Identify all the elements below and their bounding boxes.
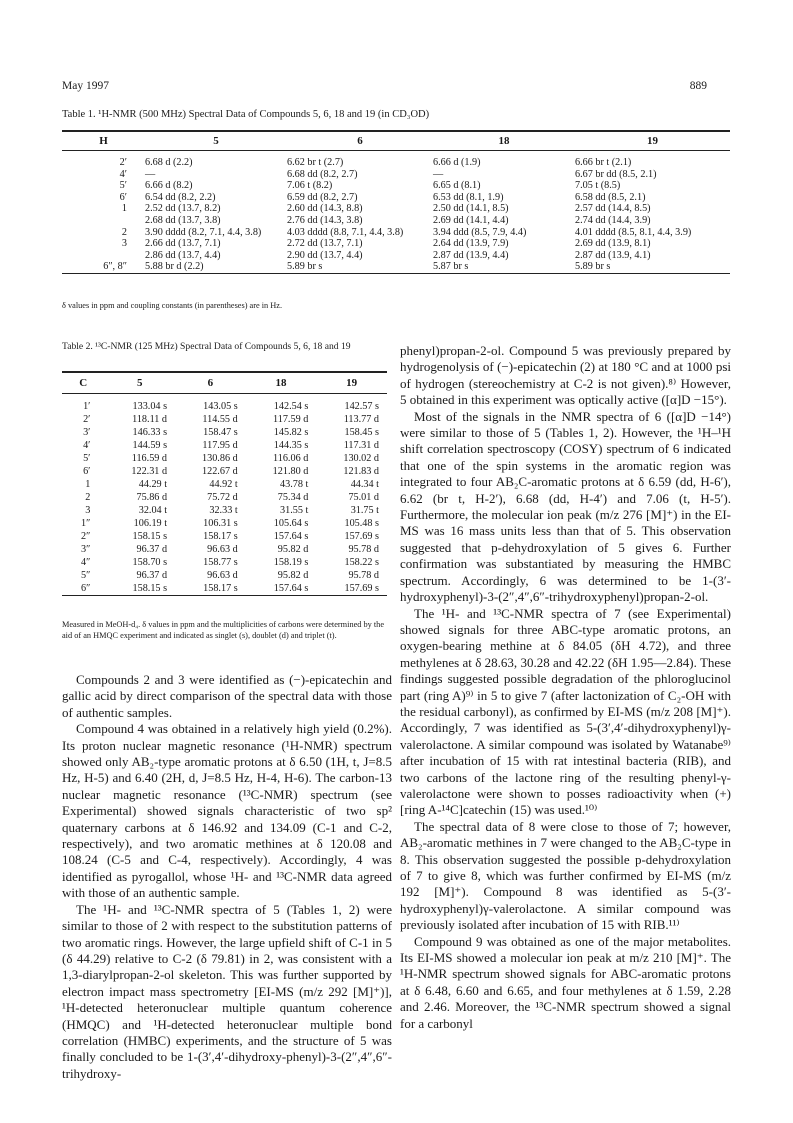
- table-cell: 96.63 d: [207, 544, 238, 555]
- table-row: [62, 238, 730, 250]
- table-cell: 5.87 br s: [433, 261, 469, 273]
- row-label: 6″: [81, 583, 91, 594]
- row-label: 5′: [83, 453, 91, 464]
- table-cell: 2.72 dd (13.7, 7.1): [287, 238, 363, 250]
- row-label: 4′: [119, 168, 127, 180]
- table-row: [62, 517, 387, 530]
- table2-col-header: 6: [207, 377, 214, 389]
- table-cell: 146.33 s: [132, 427, 168, 438]
- table-row: [62, 203, 730, 215]
- table-cell: 117.59 d: [273, 414, 309, 425]
- table1-col-header: 19: [647, 135, 658, 147]
- table-cell: 2.69 dd (13.9, 8.1): [575, 238, 651, 250]
- row-label: 2: [85, 492, 91, 503]
- table-row: [62, 261, 730, 273]
- table2-header-row: [62, 372, 387, 394]
- table-cell: 118.11 d: [132, 414, 168, 425]
- table-cell: 6.68 d (2.2): [145, 157, 193, 168]
- row-label: 2′: [83, 414, 91, 425]
- row-label: 6′: [83, 466, 91, 477]
- table-row: [62, 465, 387, 478]
- table-cell: 142.57 s: [344, 401, 379, 412]
- table-cell: 106.19 t: [133, 518, 168, 529]
- table-row: [62, 504, 387, 517]
- table2-caption: Table 2. ¹³C-NMR (125 MHz) Spectral Data of Compounds 5, 6, 18 and 19: [62, 341, 351, 352]
- table-cell: 6.59 dd (8.2, 2.7): [287, 191, 358, 203]
- table-row: [62, 151, 730, 169]
- table-cell: 2.64 dd (13.9, 7.9): [433, 238, 509, 250]
- paragraph: Compounds 2 and 3 were identified as (−)-epicatechin and gallic acid by direct comparison of the spectral data with those of authentic samples.: [62, 672, 392, 720]
- table-row: [62, 215, 730, 227]
- page-number: 889: [689, 80, 707, 92]
- table-cell: 144.59 s: [132, 440, 168, 451]
- table-cell: 44.92 t: [209, 479, 238, 490]
- table-row: [62, 569, 387, 582]
- table2: [62, 371, 387, 596]
- table-cell: 114.55 d: [202, 414, 238, 425]
- table-cell: 6.66 d (8.2): [145, 180, 193, 192]
- table2-col-header: 18: [275, 377, 287, 389]
- table-cell: 157.64 s: [273, 583, 309, 594]
- table-row: [62, 582, 387, 596]
- table-cell: 105.64 s: [273, 518, 309, 529]
- row-label: 4″: [81, 557, 91, 568]
- table-cell: 158.22 s: [344, 557, 379, 568]
- row-label: 4′: [83, 440, 91, 451]
- table-cell: 158.70 s: [132, 557, 168, 568]
- table1-body: [62, 151, 730, 274]
- row-label: 6″, 8″: [103, 261, 127, 273]
- table-cell: 6.66 br t (2.1): [575, 157, 632, 168]
- table-cell: 133.04 s: [132, 401, 168, 412]
- paragraph: The spectral data of 8 were close to those of 7; however, AB₂-aromatic methines in 7 were changed to the AB₂C-type in 8. This observation suggested the possible p-dehydroxylation of 7 to give 8, which was further confirmed by EI-MS (m/z 192 [M]⁺). Compound 8 was identified as 5-(3′-hydroxyphenyl)γ-valerolactone. A similar compound was previously isolated after incubation of 15 with RIB.¹¹⁾: [400, 818, 731, 933]
- table-cell: 5.89 br s: [575, 261, 611, 273]
- table-cell: 4.03 dddd (8.8, 7.1, 4.4, 3.8): [287, 226, 404, 238]
- table-cell: 142.54 s: [273, 401, 309, 412]
- table-cell: 158.47 s: [203, 427, 238, 438]
- table-cell: 95.78 d: [348, 570, 379, 581]
- table-cell: 2.50 dd (14.1, 8.5): [433, 203, 509, 215]
- table-cell: 44.34 t: [350, 479, 379, 490]
- table-cell: 75.72 d: [207, 492, 238, 503]
- table-cell: 95.82 d: [277, 570, 309, 581]
- table-row: [62, 180, 730, 192]
- table-cell: 143.05 s: [203, 401, 238, 412]
- table2-col-header: 5: [136, 377, 143, 389]
- table-cell: 4.01 dddd (8.5, 8.1, 4.4, 3.9): [575, 226, 692, 238]
- table-row: [62, 543, 387, 556]
- table-row: [62, 413, 387, 426]
- table-cell: 6.68 dd (8.2, 2.7): [287, 168, 358, 180]
- row-label: 2: [121, 226, 127, 238]
- table-cell: 2.66 dd (13.7, 7.1): [145, 238, 221, 250]
- table-cell: 157.69 s: [344, 583, 379, 594]
- table-cell: 158.19 s: [273, 557, 309, 568]
- table1-col-header: 18: [498, 135, 510, 147]
- table-cell: 3.94 ddd (8.5, 7.9, 4.4): [433, 226, 527, 238]
- table-cell: 121.83 d: [343, 466, 379, 477]
- table-cell: 158.17 s: [203, 531, 238, 542]
- table1-caption: Table 1. ¹H-NMR (500 MHz) Spectral Data of Compounds 5, 6, 18 and 19 (in CD₃OD): [62, 109, 430, 120]
- table-row: [62, 556, 387, 569]
- table-cell: 105.48 s: [344, 518, 379, 529]
- table-cell: 5.88 br d (2.2): [145, 261, 204, 273]
- table-cell: 7.06 t (8.2): [287, 180, 333, 192]
- table-cell: 158.15 s: [132, 583, 168, 594]
- table-cell: —: [145, 168, 156, 180]
- table-cell: 113.77 d: [343, 414, 379, 425]
- table-cell: 6.66 d (1.9): [433, 157, 481, 168]
- table-cell: 96.37 d: [136, 570, 168, 581]
- paragraph: Compound 9 was obtained as one of the major metabolites. Its EI-MS showed a molecular ion peak at m/z 210 [M]⁺. The ¹H-NMR spectrum showed signals for ABC-aromatic protons at δ 6.48, 6.60 and 6.65, and four methylenes at δ 1.59, 2.28 and 2.46. Moreover, the ¹³C-NMR spectrum showed a signal for a carbonyl: [400, 933, 731, 1031]
- table-cell: 158.15 s: [132, 531, 168, 542]
- table2-col-header: C: [79, 377, 88, 389]
- table-cell: 157.69 s: [344, 531, 379, 542]
- row-label: 3′: [83, 427, 91, 438]
- table-cell: 32.04 t: [138, 505, 168, 516]
- row-label: [62, 250, 145, 262]
- row-label: 1: [121, 203, 127, 215]
- table-cell: 117.95 d: [202, 440, 238, 451]
- table-row: [62, 439, 387, 452]
- table-cell: 3.90 dddd (8.2, 7.1, 4.4, 3.8): [145, 226, 262, 238]
- table-cell: 117.31 d: [343, 440, 379, 451]
- row-label: [62, 215, 145, 227]
- table-cell: 2.87 dd (13.9, 4.4): [433, 249, 509, 261]
- row-label: 6′: [119, 191, 127, 203]
- row-label: 1: [85, 479, 91, 490]
- table-cell: 43.78 t: [280, 479, 309, 490]
- table-cell: 96.37 d: [136, 544, 168, 555]
- table-cell: 130.86 d: [202, 453, 238, 464]
- table-cell: 31.55 t: [280, 505, 309, 516]
- table-cell: 158.77 s: [203, 557, 238, 568]
- row-label: 3″: [81, 544, 91, 555]
- table-cell: 122.67 d: [202, 466, 238, 477]
- table2-col-header: 19: [346, 377, 358, 389]
- table-cell: 2.60 dd (14.3, 8.8): [287, 203, 363, 215]
- table-cell: 44.29 t: [138, 479, 168, 490]
- table-cell: 31.75 t: [350, 505, 379, 516]
- row-label: 5′: [119, 180, 127, 192]
- row-label: 1′: [83, 401, 91, 412]
- table-cell: 2.57 dd (14.4, 8.5): [575, 203, 651, 215]
- row-label: 1″: [81, 518, 91, 529]
- table-cell: 96.63 d: [207, 570, 238, 581]
- table-cell: 6.62 br t (2.7): [287, 157, 344, 168]
- row-label: 2′: [119, 157, 127, 168]
- table-row: [62, 394, 387, 414]
- row-label: 3: [121, 238, 127, 250]
- table-row: [62, 452, 387, 465]
- row-label: 5″: [81, 570, 91, 581]
- paragraph: phenyl)propan-2-ol. Compound 5 was previously prepared by hydrogenolysis of (−)-epicatechin (2) at 180 °C and at 1000 psi of hydrogen (stereochemistry at C-2 is not given).⁸⁾ However, 5 obtained in this experiment was optically active ([α]D −15°).: [400, 343, 731, 408]
- table-row: [62, 491, 387, 504]
- table2-body: [62, 394, 387, 596]
- row-label: 3: [85, 505, 91, 516]
- table-cell: 2.76 dd (14.3, 3.8): [287, 214, 363, 226]
- table2-footnote: Measured in MeOH-d₄. δ values in ppm and the multiplicities of carbons were determined by the aid of an HMQC experiment and indicated as singlet (s), doublet (d) and triplet (t).: [62, 620, 384, 640]
- table-cell: 95.78 d: [348, 544, 379, 555]
- table-cell: 2.87 dd (13.9, 4.1): [575, 249, 651, 261]
- table-cell: 75.01 d: [348, 492, 379, 503]
- table-cell: 6.58 dd (8.5, 2.1): [575, 191, 646, 203]
- table-row: [62, 478, 387, 491]
- table-row: [62, 250, 730, 262]
- table-row: [62, 169, 730, 181]
- table-row: [62, 227, 730, 239]
- right-text-column: [400, 343, 731, 1032]
- table1-col-header: 6: [357, 135, 363, 147]
- running-header-date: May 1997: [62, 80, 109, 92]
- paragraph: The ¹H- and ¹³C-NMR spectra of 5 (Tables 1, 2) were similar to those of 2 with respect to the substitution patterns of two aromatic rings. However, the large upfield shift of C-1 in 5 (δ 44.29) relative to C-2 (δ 79.81) in 2, was consistent with a 1,3-diarylpropan-2-ol skeleton. This was further supported by electron impact mass spectrometry [EI-MS (m/z 292 [M]⁺)], ¹H-detected heteronuclear multiple quantum coherence (HMQC) and ¹H-detected heteronuclear multiple bond correlation (HMBC) experiments, and the structure of 5 was finally concluded to be 1-(3′,4′-dihydroxy-phenyl)-3-(2″,4″,6″-trihydroxy-: [62, 901, 392, 1081]
- table-row: [62, 192, 730, 204]
- table-cell: 106.31 s: [203, 518, 238, 529]
- table-cell: 116.59 d: [131, 453, 168, 464]
- row-label: 2″: [81, 531, 91, 542]
- table-cell: 2.52 dd (13.7, 8.2): [145, 203, 221, 215]
- table-cell: 6.67 br dd (8.5, 2.1): [575, 168, 657, 180]
- paragraph: Most of the signals in the NMR spectra of 6 ([α]D −14°) were similar to those of 5 (Tables 1, 2). However, the ¹H–¹H shift correlation spectroscopy (COSY) spectrum of 6 indicated that one of the spin systems in the aromatic region was integrated to four AB₂C-aromatic protons at δ 6.59 (dd, H-6′), 6.62 (br t, H-2′), 6.68 (dd, H-4′) and 7.06 (t, H-5′). Furthermore, the molecular ion peak (m/z 276 [M]⁺) in the EI-MS was 16 mass units less than that of 5. This observation suggested that p-dehydroxylation of 5 gives 6. Further confirmation was substantiated by measuring the HMBC spectrum. Accordingly, 6 was determined to be 1-(3′-hydroxyphenyl)-3-(2″,4″,6″-trihydroxyphenyl)propan-2-ol.: [400, 408, 731, 605]
- table-cell: 122.31 d: [131, 466, 168, 477]
- paragraph: Compound 4 was obtained in a relatively high yield (0.2%). Its proton nuclear magnetic resonance (¹H-NMR) spectrum showed only AB₂-type aromatic protons at δ 6.50 (1H, t, J=8.5 Hz, H-5) and 6.40 (2H, d, J=8.5 Hz, H-4, H-6). The carbon-13 nuclear magnetic resonance (¹³C-NMR) spectrum (see Experimental) showed signals characteristic of two sp² quaternary carbons at δ 146.92 and 134.09 (C-1 and C-2, respectively), and two aromatic methines at δ 120.08 and 108.24 (C-5 and C-4, respectively). Accordingly, 4 was identified as pyrogallol, whose ¹H- and ¹³C-NMR data agreed with those of an authentic sample.: [62, 721, 392, 901]
- table-cell: 121.80 d: [272, 466, 309, 477]
- table-cell: 2.74 dd (14.4, 3.9): [575, 214, 651, 226]
- table-cell: 145.82 s: [273, 427, 309, 438]
- table-cell: 158.17 s: [203, 583, 238, 594]
- table-cell: 6.53 dd (8.1, 1.9): [433, 191, 504, 203]
- table-cell: 95.82 d: [277, 544, 309, 555]
- table-cell: 2.90 dd (13.7, 4.4): [287, 249, 363, 261]
- table-row: [62, 426, 387, 439]
- table-cell: 157.64 s: [273, 531, 309, 542]
- paragraph: The ¹H- and ¹³C-NMR spectra of 7 (see Experimental) showed signals for three ABC-type aromatic protons, an oxygen-bearing methine at δ 84.05 (δH 4.72), and three methylenes at δ 28.63, 30.28 and 42.22 (δH 1.95—2.84). These findings suggested possible degradation of the phloroglucinol part (ring A)⁹⁾ in 5 to give 7 (after lactonization of C₂-OH with the residual carbonyl), as confirmed by EI-MS (m/z 208 [M]⁺). Accordingly, 7 was identified as 5-(3′,4′-dihydroxyphenyl)γ-valerolactone. A similar compound was isolated by Watanabe⁹⁾ after incubation of 15 with rat intestinal bacteria (RIB), and two carbons of the lactone ring of the resulting phenyl-γ-valerolactone were shown to posses radioactivity when (+)[ring A-¹⁴C]catechin (15) was used.¹⁰⁾: [400, 605, 731, 818]
- table-cell: 6.54 dd (8.2, 2.2): [145, 191, 216, 203]
- table1-col-header: 5: [213, 135, 219, 147]
- table1-header-row: [62, 131, 730, 151]
- table-cell: 75.86 d: [136, 492, 168, 503]
- table-cell: 7.05 t (8.5): [575, 180, 621, 192]
- table1-footnote: δ values in ppm and coupling constants (in parentheses) are in Hz.: [62, 301, 283, 310]
- table-cell: 2.69 dd (14.1, 4.4): [433, 214, 509, 226]
- table-cell: 2.86 dd (13.7, 4.4): [145, 249, 221, 261]
- table-row: [62, 530, 387, 543]
- table-cell: 144.35 s: [273, 440, 309, 451]
- table-cell: 6.65 d (8.1): [433, 180, 481, 192]
- table1-col-header: H: [99, 135, 108, 147]
- table-cell: 32.33 t: [209, 505, 238, 516]
- table-cell: 158.45 s: [344, 427, 379, 438]
- table-cell: 116.06 d: [273, 453, 309, 464]
- table-cell: 130.02 d: [343, 453, 379, 464]
- table-cell: 2.68 dd (13.7, 3.8): [145, 214, 221, 226]
- table-cell: 75.34 d: [277, 492, 309, 503]
- left-text-column: [62, 672, 392, 1082]
- table-cell: —: [433, 168, 444, 180]
- table1: [62, 130, 730, 274]
- table-cell: 5.89 br s: [287, 261, 323, 273]
